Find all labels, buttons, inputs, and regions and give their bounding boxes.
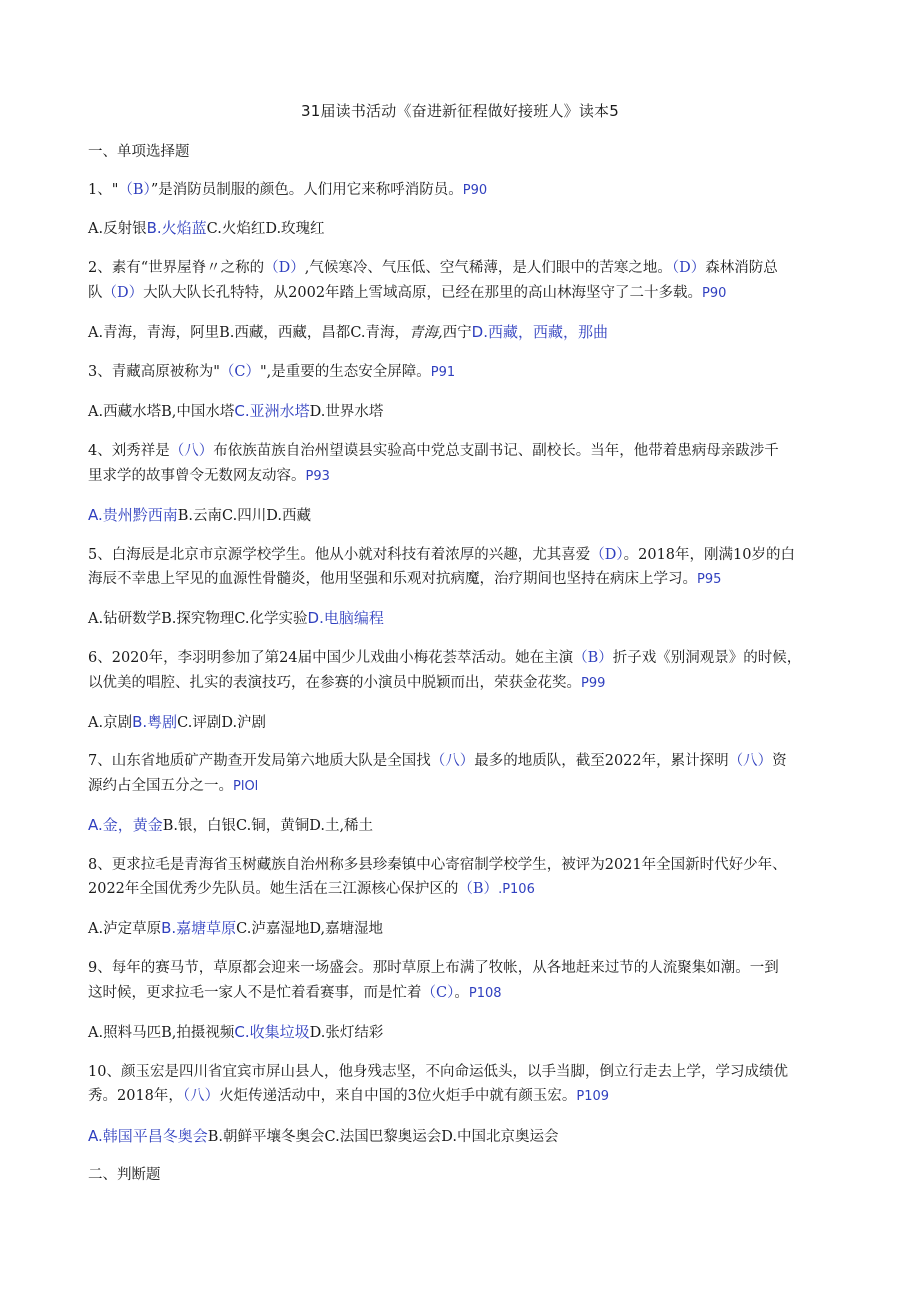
- page-ref: P91: [430, 365, 456, 380]
- options-5: A.钻研数学B.探究物理C.化学实验D.电脑编程: [88, 609, 384, 627]
- options-1: A.反射银B.火焰蓝C.火焰红D.玫瑰红: [88, 219, 325, 237]
- correct-option: D.西藏，西藏，那曲: [471, 323, 608, 341]
- options-3: A.西藏水塔B,中国水塔C.亚洲水塔D.世界水塔: [88, 402, 384, 420]
- question-7-line-1: 7、山东省地质矿产勘查开发局第六地质大队是全国找（八）最多的地质队，截至2022年，累计探明（八）资: [88, 753, 787, 769]
- correct-option: B.粤剧: [132, 713, 178, 731]
- options-8: A.泸定草原B.嘉塘草原C.泸嘉湿地D,嘉塘湿地: [88, 919, 384, 937]
- answer-mark: （D）: [671, 260, 706, 276]
- page-ref: P108: [468, 986, 502, 1001]
- correct-option: B.嘉塘草原: [161, 919, 237, 937]
- page-ref: P109: [576, 1089, 610, 1104]
- answer-mark: （C）: [421, 985, 455, 1001]
- options-7: A.金，黄金B.银，白银C.铜，黄铜D.土,稀土: [88, 816, 374, 834]
- correct-option: A.金，黄金: [88, 816, 163, 834]
- answer-mark: （B）: [458, 881, 499, 897]
- question-5-line-1: 5、白海辰是北京市京源学校学生。他从小就对科技有着浓厚的兴趣，尤其喜爱（D）。2018年，刚满10岁的白: [88, 547, 795, 563]
- page-ref: P90: [702, 286, 727, 301]
- correct-option: C.收集垃圾: [234, 1023, 310, 1041]
- correct-option: D.电脑编程: [307, 609, 384, 627]
- question-9-line-1: 9、每年的赛马节，草原都会迎来一场盛会。那时草原上布满了牧帐，从各地赶来过节的人流聚集如潮。一到: [88, 960, 779, 976]
- question-4-line-2: 里求学的故事曾令无数网友动容。P93: [88, 468, 330, 484]
- page-title: 31届读书活动《奋进新征程做好接班人》读本5: [300, 102, 620, 120]
- page-ref: P90: [462, 183, 488, 198]
- answer-mark: （D）: [264, 260, 305, 276]
- question-2-line-2: 队（D）大队大队长孔特特，从2002年踏上雪域高原，已经在那里的高山林海坚守了二十多载。P90: [88, 285, 727, 301]
- correct-option: C.亚洲水塔: [234, 402, 310, 420]
- options-9: A.照料马匹B,拍摄视频C.收集垃圾D.张灯结彩: [88, 1023, 384, 1041]
- question-2-line-1: 2、素有“世界屋脊〃之称的（D）,气候寒冷、气压低、空气稀薄，是人们眼中的苦寒之地。（D）森林消防总: [88, 260, 778, 276]
- question-10-line-2: 秀。2018年，（八）火炬传递活动中，来自中国的3位火炬手中就有颜玉宏。P109: [88, 1088, 610, 1104]
- options-4: A.贵州黔西南B.云南C.四川D.西藏: [88, 506, 311, 524]
- page-ref: P93: [305, 469, 330, 484]
- section-heading-true-false: 二、判断题: [88, 1167, 161, 1183]
- question-8-line-1: 8、更求拉毛是青海省玉树藏族自治州称多县珍秦镇中心寄宿制学校学生，被评为2021年全国新时代好少年、: [88, 857, 787, 873]
- answer-mark: （D）: [102, 285, 144, 301]
- question-6-line-1: 6、2020年，李羽明参加了第24届中国少儿戏曲小梅花荟萃活动。她在主演（B）折子戏《别洞观景》的时候，: [88, 650, 802, 666]
- correct-option: B.火焰蓝: [146, 219, 207, 237]
- question-5-line-2: 海辰不幸患上罕见的血源性骨髓炎，他用坚强和乐观对抗病魔，治疗期间也坚持在病床上学习。P95: [88, 571, 722, 587]
- answer-mark: （D）: [590, 547, 624, 563]
- answer-mark: （八）: [169, 443, 214, 459]
- question-4-line-1: 4、刘秀祥是（八）布依族苗族自治州望谟县实验高中党总支副书记、副校长。当年，他带着患病母亲跋涉千: [88, 443, 779, 459]
- page-ref: P95: [697, 572, 722, 587]
- page-ref: PlOl: [233, 779, 259, 794]
- answer-mark: （八）: [728, 753, 773, 769]
- question-8-line-2: 2022年全国优秀少先队员。她生活在三江源核心保护区的（B）.P106: [88, 881, 535, 897]
- question-1: 1、"（B）”是消防员制服的颜色。人们用它来称呼消防员。P90: [88, 182, 488, 198]
- options-10: A.韩国平昌冬奥会B.朝鲜平壤冬奥会C.法国巴黎奥运会D.中国北京奥运会: [88, 1127, 559, 1145]
- correct-option: A.贵州黔西南: [88, 506, 178, 524]
- answer-mark: （八）: [430, 753, 475, 769]
- answer-mark: （C）: [219, 364, 261, 380]
- question-9-line-2: 这时候，更求拉毛一家人不是忙着看赛事，而是忙着（C）。P108: [88, 985, 502, 1001]
- section-heading-single-choice: 一、单项选择题: [88, 144, 190, 160]
- question-10-line-1: 10、颜玉宏是四川省宜宾市屏山县人，他身残志坚，不向命运低头，以手当脚，倒立行走去上学，学习成绩优: [88, 1064, 788, 1080]
- question-6-line-2: 以优美的唱腔、扎实的表演技巧，在参赛的小演员中脱颖而出，荣获金花奖。P99: [88, 675, 606, 691]
- page-ref: .P106: [498, 882, 535, 897]
- question-7-line-2: 源约占全国五分之一。PlOl: [88, 778, 259, 794]
- page-ref: P99: [581, 676, 606, 691]
- answer-mark: （B）: [118, 182, 151, 198]
- answer-mark: （八）: [182, 1088, 220, 1104]
- options-2: A.青海，青海，阿里B.西藏，西藏，昌都C.青海，青海,西宁D.西藏，西藏，那曲: [88, 323, 608, 341]
- correct-option: A.韩国平昌冬奥会: [88, 1127, 208, 1145]
- question-3: 3、青藏高原被称为"（C）",是重要的生态安全屏障。P91: [88, 364, 456, 380]
- answer-mark: （B）: [573, 650, 613, 666]
- options-6: A.京剧B.粤剧C.评剧D.沪剧: [88, 713, 267, 731]
